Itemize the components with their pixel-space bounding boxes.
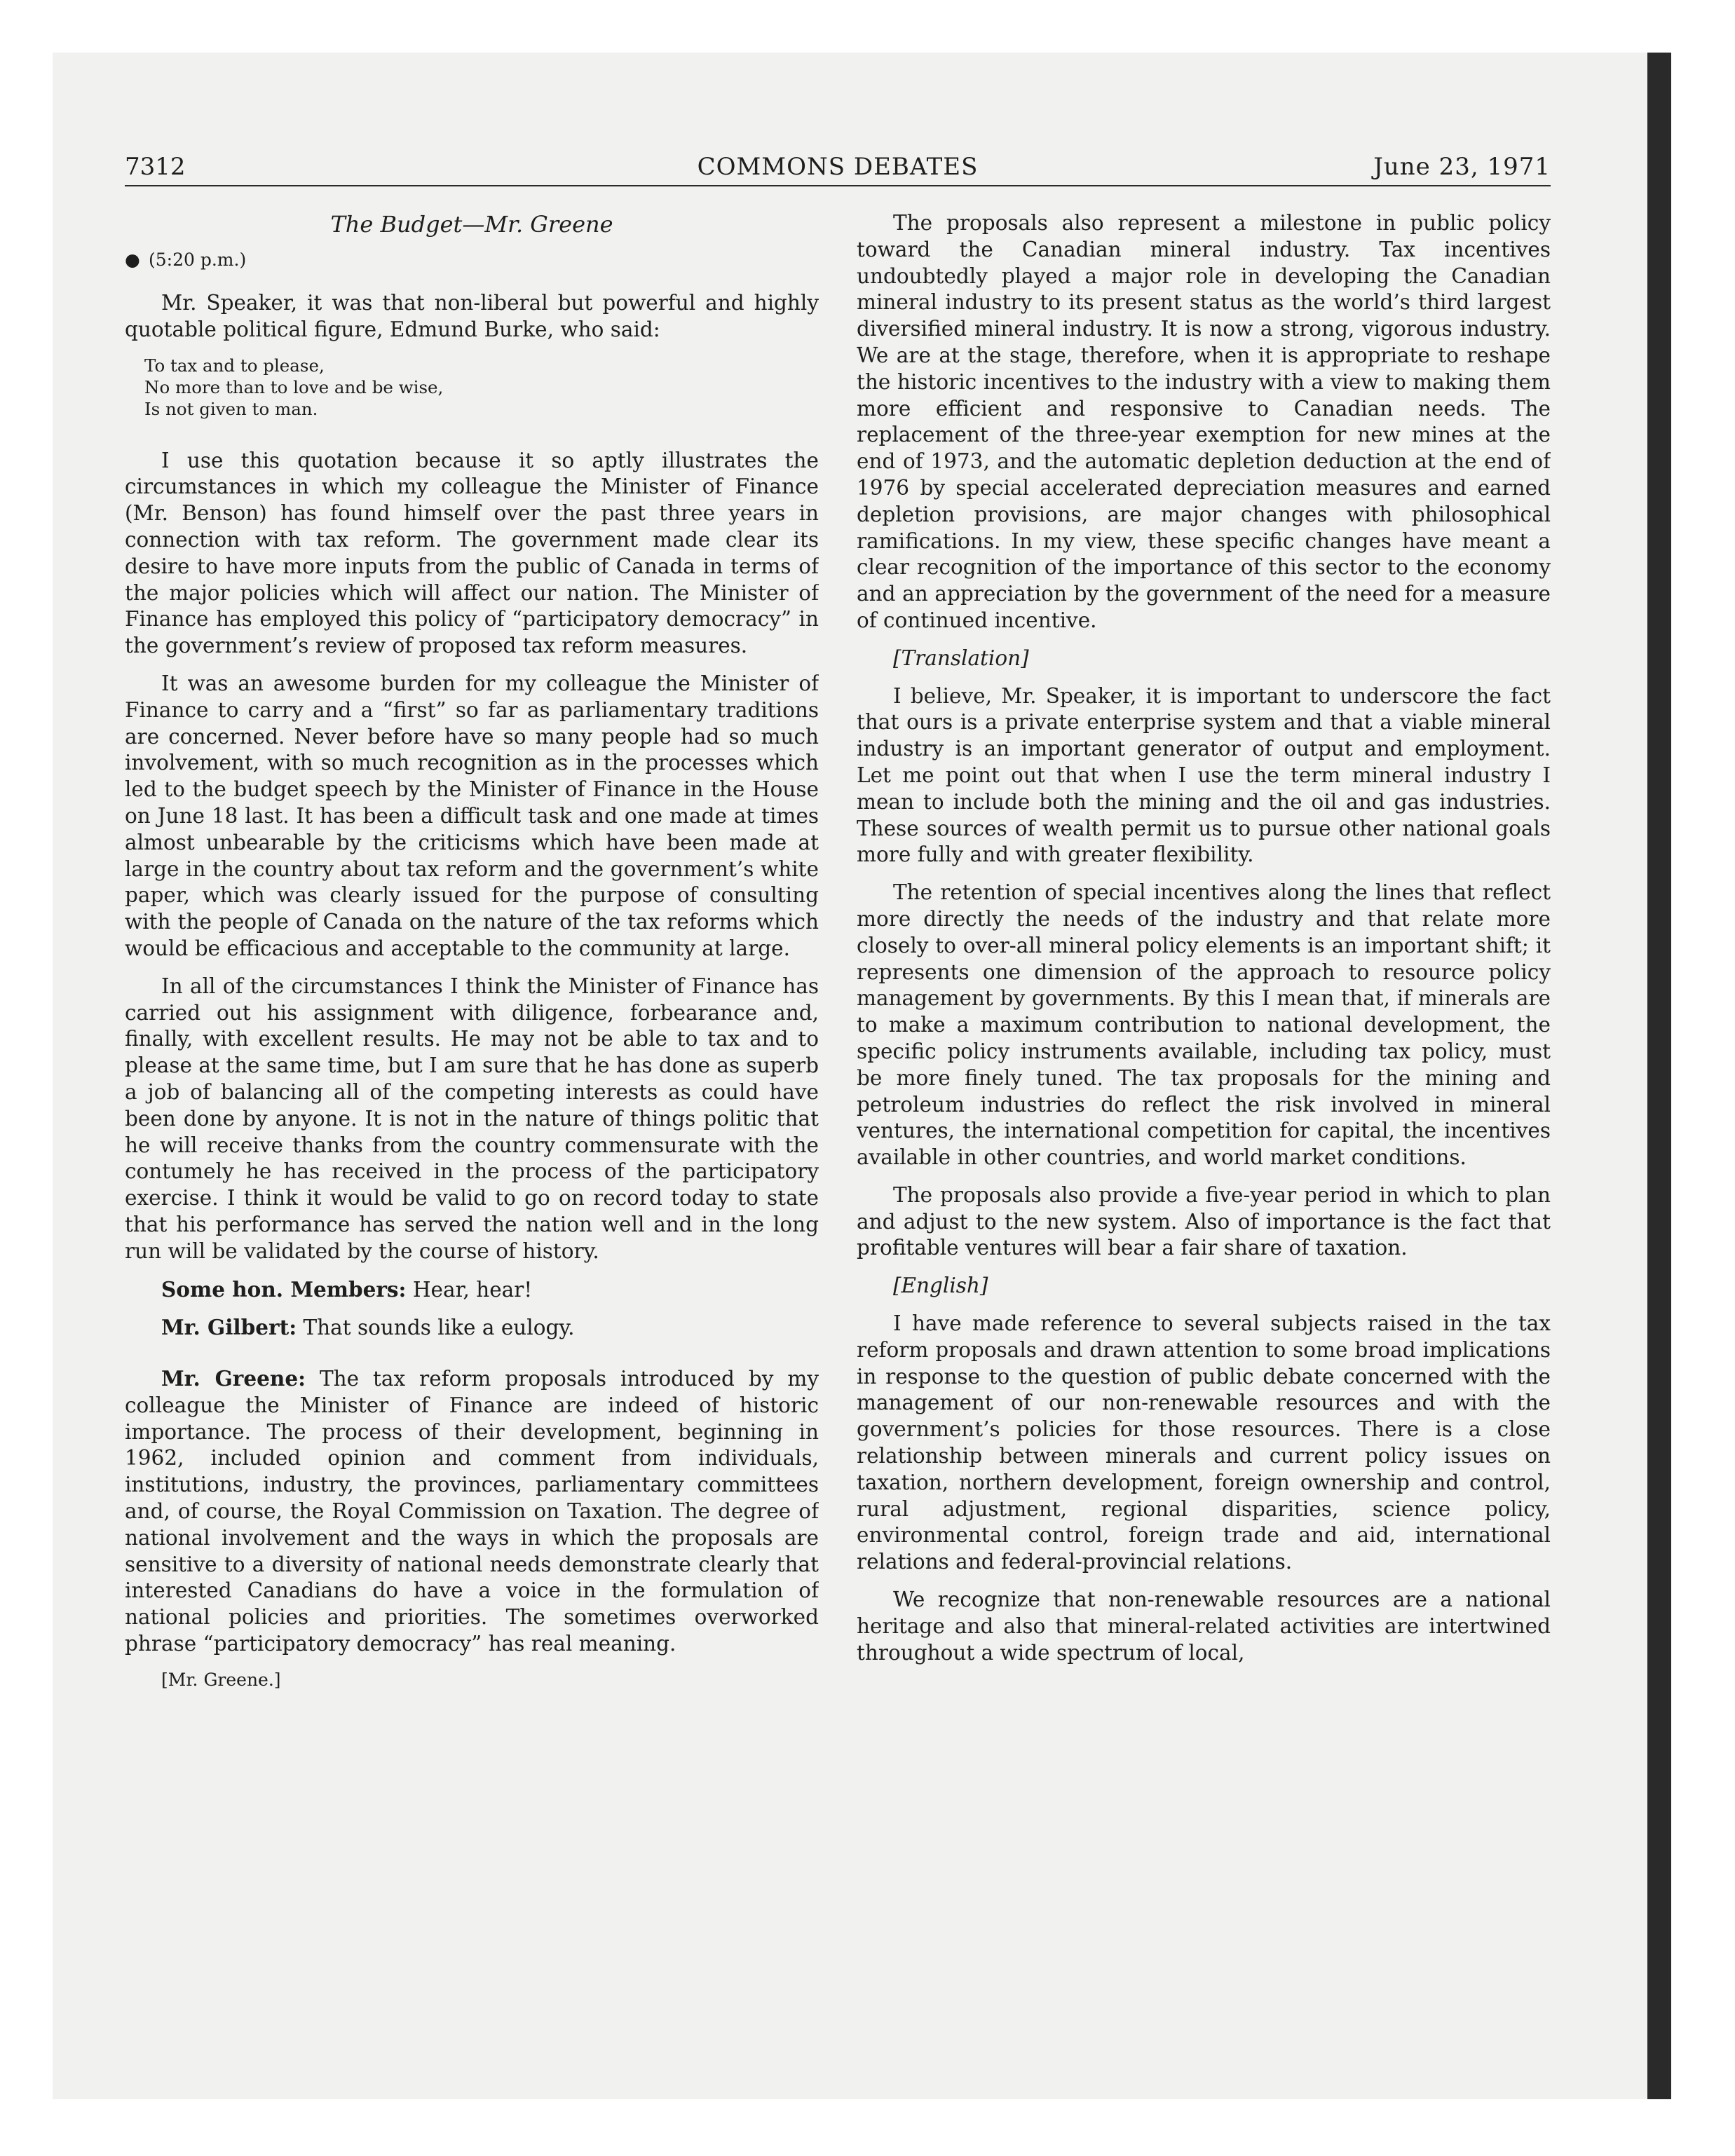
paragraph: Mr. Speaker, it was that non-liberal but powerful and highly quotable political figure, Edmund Burke, who said:: [125, 291, 819, 341]
speaker-name: Some hon. Members:: [161, 1276, 407, 1302]
bullet-icon: ●: [125, 250, 140, 270]
interjection: [125, 1276, 819, 1304]
publication-date: June 23, 1971: [1373, 153, 1551, 181]
quotation-line: No more than to love and be wise,: [144, 376, 444, 397]
quotation-line: Is not given to man.: [144, 398, 318, 419]
page-number: 7312: [125, 153, 186, 181]
paragraph: I use this quotation because it so aptly illustrates the circumstances in which my colleague the Minister of Finance (Mr. Benson) has found himself over the past three years in connection with tax reform. The government made clear its desire to have more inputs from the public of Canada in terms of the major policies which will affect our nation. The Minister of Finance has employed this policy of “participatory democracy” in the government’s review of proposed tax reform measures.: [125, 448, 819, 658]
paragraph: We recognize that non-renewable resources are a national heritage and also that mineral-related activities are intertwined throughout a wide spectrum of local,: [857, 1588, 1551, 1665]
quotation-line: To tax and to please,: [144, 355, 325, 376]
paragraph: It was an awesome burden for my colleague the Minister of Finance to carry and a “first” so far as parliamentary traditions are concerned. Never before have so many people had so much involvement, with so much recognition as in the processes which led to the budget speech by the Minister of Finance in the House on June 18 last. It has been a difficult task and one made at times almost unbearable by the criticisms which have been made at large in the country about tax reform and the government’s white paper, which was clearly issued for the purpose of consulting with the people of Canada on the nature of the tax reforms which would be efficacious and acceptable to the community at large.: [125, 671, 819, 960]
speech-text: That sounds like a eulogy.: [303, 1316, 575, 1340]
timestamp-text: (5:20 p.m.): [149, 250, 247, 270]
paragraph: I believe, Mr. Speaker, it is important to underscore the fact that ours is a private enterprise system and that a viable mineral industry is an important generator of output and employment. Let me point out that when I use the term mineral industry I mean to include both the mining and the oil and gas industries. These sources of wealth permit us to pursue other national goals more fully and with greater flexibility.: [857, 683, 1551, 867]
speaker-name: Mr. Gilbert:: [161, 1315, 297, 1340]
interjection: [125, 1314, 819, 1342]
paragraph: The retention of special incentives along the lines that reflect more directly the needs of the industry and that relate more closely to over-all mineral policy elements is an important shift; it represents one dimension of the approach to resource policy management by governments. By this I mean that, if minerals are to make a maximum contribution to national development, the specific policy instruments available, including tax policy, must be more finely tuned. The tax proposals for the mining and petroleum industries do reflect the risk involved in mineral ventures, the international competition for capital, the incentives available in other countries, and world market conditions.: [857, 880, 1551, 1170]
left-column: [125, 210, 819, 2005]
right-column: [857, 210, 1551, 2005]
speaker-name: Mr. Greene:: [161, 1366, 306, 1391]
speaker-signoff: [Mr. Greene.]: [161, 1669, 281, 1690]
section-title: The Budget—Mr. Greene: [330, 211, 613, 238]
quotation: [144, 355, 819, 420]
speech-text: Hear, hear!: [412, 1277, 533, 1302]
paragraph: I have made reference to several subjects raised in the tax reform proposals and drawn attention to some broad implications in response to the question of public debate concerned with the management of our non-renewable resources and with the government’s policies for those resources. There is a close relationship between minerals and current policy issues on taxation, northern development, foreign ownership and control, rural adjustment, regional disparities, science policy, environmental control, foreign trade and aid, international relations and federal-provincial relations.: [857, 1311, 1551, 1574]
timestamp: [125, 248, 819, 272]
english-label: [English]: [893, 1274, 988, 1298]
translation-label: [Translation]: [893, 646, 1029, 670]
speech: [125, 1365, 819, 1658]
paragraph: The proposals also represent a milestone in public policy toward the Canadian mineral industry. Tax incentives undoubtedly played a major role in developing the Canadian mineral industry to its present status as the world’s third largest diversified mineral industry. It is now a strong, vigorous industry. We are at the stage, therefore, when it is appropriate to reshape the historic incentives to the industry with a view to making them more efficient and responsive to Canadian needs. The replacement of the three-year exemption for new mines at the end of 1973, and the automatic depletion deduction at the end of 1976 by special accelerated depreciation measures and earned depletion provisions, are major changes with philosophical ramifications. In my view, these specific changes have meant a clear recognition of the importance of this sector to the economy and an appreciation by the government of the need for a measure of continued incentive.: [857, 211, 1551, 632]
running-header: [125, 149, 1551, 186]
paragraph: In all of the circumstances I think the Minister of Finance has carried out his assignment with diligence, forbearance and, finally, with excellent results. He may not be able to tax and to please at the same time, but I am sure that he has done as superb a job of balancing all of the competing interests as could have been done by anyone. It is not in the nature of things politic that he will receive thanks from the country commensurate with the contumely he has received in the process of the participatory exercise. I think it would be valid to go on record today to state that his performance has served the nation well and in the long run will be validated by the course of history.: [125, 974, 819, 1263]
spacer: [125, 1353, 819, 1365]
speech-text: The tax reform proposals introduced by my colleague the Minister of Finance are indeed of historic importance. The process of their development, beginning in 1962, included opinion and comment from individuals, institutions, industry, the provinces, parliamentary committees and, of course, the Royal Commission on Taxation. The degree of national involvement and the ways in which the proposals are sensitive to a diversity of national needs demonstrate clearly that interested Canadians do have a voice in the formulation of national policies and priorities. The sometimes overworked phrase “participatory democracy” has real meaning.: [125, 1367, 819, 1656]
publication-title: COMMONS DEBATES: [697, 153, 979, 181]
paragraph: The proposals also provide a five-year period in which to plan and adjust to the new system. Also of importance is the fact that profitable ventures will bear a fair share of taxation.: [857, 1182, 1551, 1260]
scan-edge-bar: [1647, 53, 1671, 2099]
